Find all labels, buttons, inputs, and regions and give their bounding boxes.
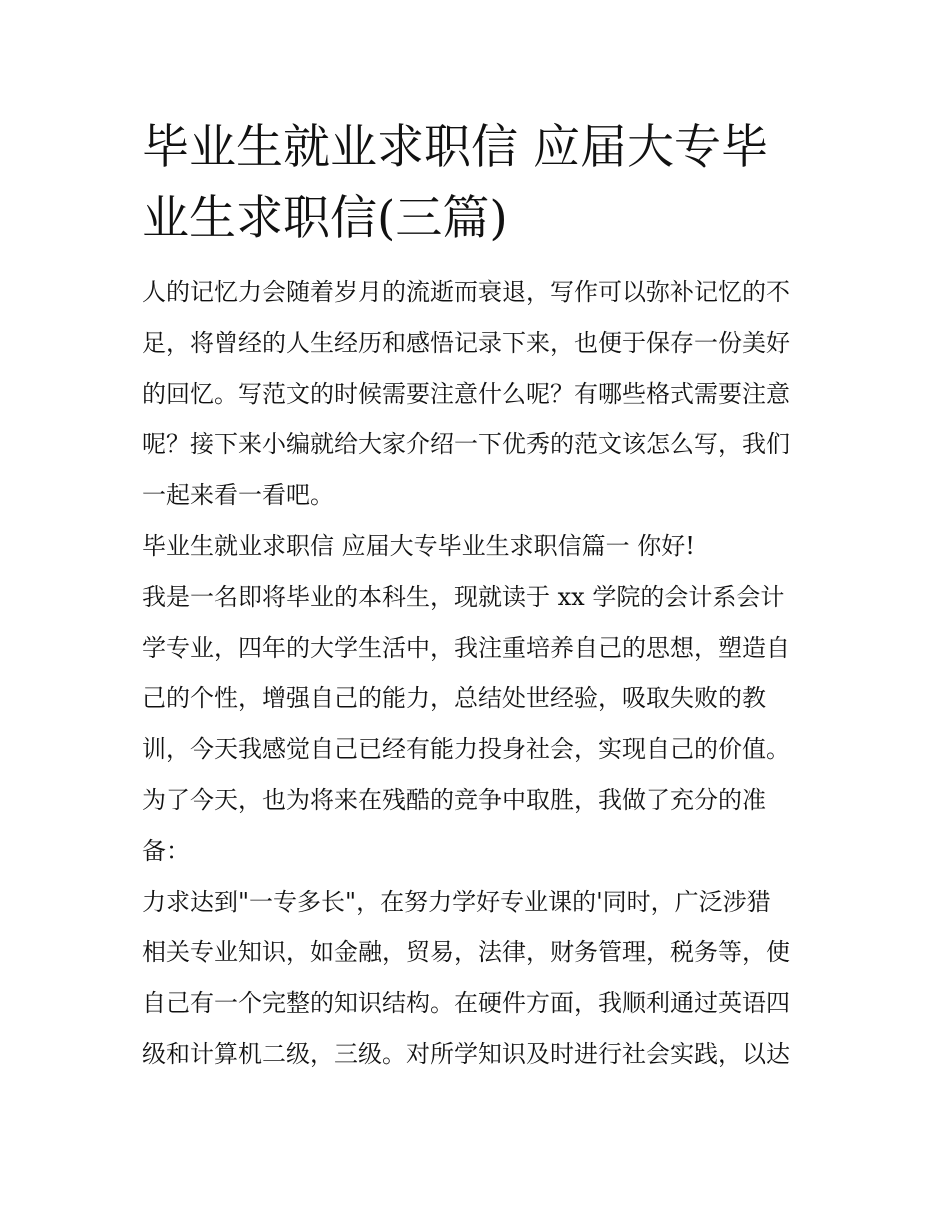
- body-line: 己的个性，增强自己的能力，总结处世经验，吸取失败的教: [142, 684, 766, 713]
- body-line: 人的记忆力会随着岁月的流逝而衰退，写作可以弥补记忆的不: [142, 278, 790, 306]
- body-line: 呢？接下来小编就给大家介绍一下优秀的范文该怎么写，我们: [142, 430, 790, 459]
- document-title: [142, 112, 814, 254]
- body-line: 相关专业知识，如金融，贸易，法律，财务管理，税务等，使: [142, 938, 790, 967]
- document-body: [142, 267, 814, 1080]
- section-heading: 毕业生就业求职信 应届大专毕业生求职信篇一 你好!: [142, 531, 695, 560]
- body-line: 的回忆。写范文的时候需要注意什么呢？有哪些格式需要注意: [142, 379, 790, 408]
- document-page: [142, 112, 814, 1080]
- body-line: 备：: [142, 836, 190, 865]
- title-line: 毕业生就业求职信 应届大专毕: [142, 120, 768, 175]
- body-line: 学专业，四年的大学生活中，我注重培养自己的思想，塑造自: [142, 633, 790, 662]
- body-line: 级和计算机二级，三级。对所学知识及时进行社会实践，以达: [142, 1039, 790, 1068]
- body-line: 自己有一个完整的知识结构。在硬件方面，我顺利通过英语四: [142, 989, 790, 1018]
- body-line: 一起来看一看吧。: [142, 481, 334, 510]
- body-line: 力求达到"一专多长"，在努力学好专业课的'同时，广泛涉猎: [142, 887, 771, 916]
- body-line: 我是一名即将毕业的本科生，现就读于 xx 学院的会计系会计: [142, 582, 785, 611]
- body-line: 训，今天我感觉自己已经有能力投身社会，实现自己的价值。: [142, 735, 790, 764]
- body-line: 足，将曾经的人生经历和感悟记录下来，也便于保存一份美好: [142, 328, 790, 357]
- title-line: 业生求职信(三篇): [142, 191, 508, 246]
- body-line: 为了今天，也为将来在残酷的竞争中取胜，我做了充分的准: [142, 785, 766, 814]
